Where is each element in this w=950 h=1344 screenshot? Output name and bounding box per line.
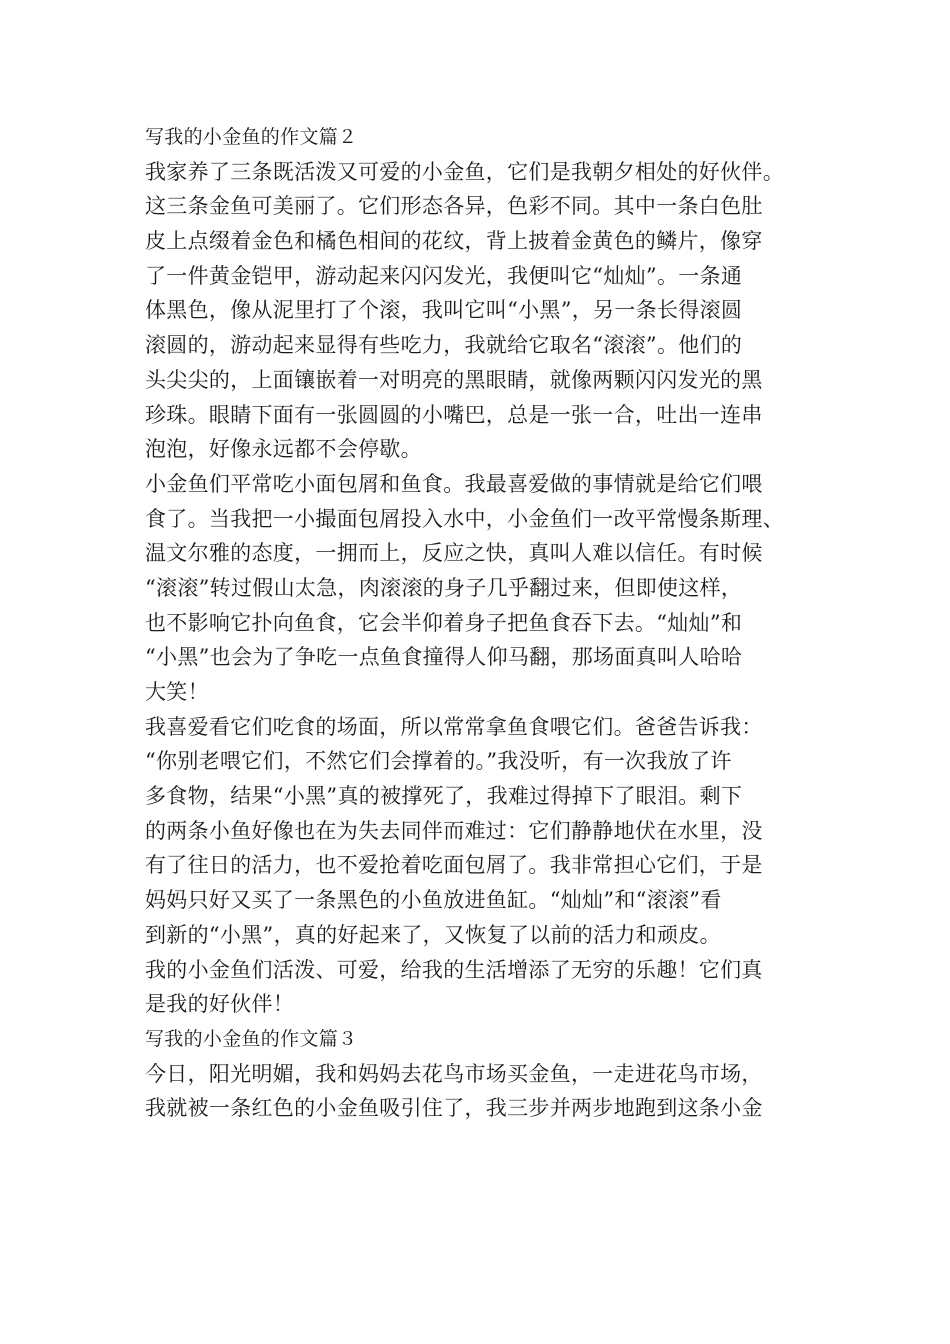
text-line: 到新的“小黑”，真的好起来了，又恢复了以前的活力和顽皮。 [145, 922, 721, 947]
text-line: 了一件黄金铠甲，游动起来闪闪发光，我便叫它“灿灿”。一条通 [145, 263, 743, 288]
text-line: 皮上点缀着金色和橘色相间的花纹，背上披着金黄色的鳞片，像穿 [145, 229, 763, 254]
text-line: 头尖尖的，上面镶嵌着一对明亮的黑眼睛，就像两颗闪闪发光的黑 [145, 367, 763, 392]
text-line: 体黑色，像从泥里打了个滚，我叫它叫“小黑”，另一条长得滚圆 [145, 298, 743, 323]
text-line: 是我的好伙伴！ [145, 992, 295, 1017]
text-line: “小黑”也会为了争吃一点鱼食撞得人仰马翻，那场面真叫人哈哈 [145, 645, 743, 670]
text-line: 小金鱼们平常吃小面包屑和鱼食。我最喜爱做的事情就是给它们喂 [145, 471, 763, 496]
text-line: 今日，阳光明媚，我和妈妈去花鸟市场买金鱼，一走进花鸟市场， [145, 1061, 763, 1086]
text-line: “你别老喂它们，不然它们会撑着的。”我没听，有一次我放了许 [145, 749, 732, 774]
text-line: 大笑！ [145, 680, 209, 704]
text-line: 妈妈只好又买了一条黑色的小鱼放进鱼缸。“灿灿”和“滚滚”看 [145, 888, 722, 913]
text-line: 我喜爱看它们吃食的场面，所以常常拿鱼食喂它们。爸爸告诉我： [145, 714, 763, 739]
section-heading: 写我的小金鱼的作文篇３ [145, 1027, 358, 1050]
text-line: 温文尔雅的态度，一拥而上，反应之快，真叫人难以信任。有时候 [145, 541, 763, 566]
text-line: 也不影响它扑向鱼食，它会半仰着身子把鱼食吞下去。“灿灿”和 [145, 610, 743, 635]
text-line: 多食物，结果“小黑”真的被撑死了，我难过得掉下了眼泪。剩下 [145, 784, 743, 809]
document-body [145, 120, 815, 1126]
text-line: 的两条小鱼好像也在为失去同伴而难过：它们静静地伏在水里，没 [145, 818, 763, 843]
section-heading: 写我的小金鱼的作文篇２ [145, 126, 358, 148]
text-line: 有了往日的活力，也不爱抢着吃面包屑了。我非常担心它们，于是 [145, 853, 763, 878]
text-line: 我的小金鱼们活泼、可爱，给我的生活增添了无穷的乐趣！它们真 [145, 957, 763, 982]
text-line: 珍珠。眼睛下面有一张圆圆的小嘴巴，总是一张一合，吐出一连串 [145, 402, 763, 427]
text-line: 滚圆的，游动起来显得有些吃力，我就给它取名“滚滚”。他们的 [145, 333, 743, 358]
text-line: 食了。当我把一小撮面包屑投入水中，小金鱼们一改平常慢条斯理、 [145, 506, 784, 531]
text-line: “滚滚”转过假山太急，肉滚滚的身子几乎翻过来，但即使这样， [145, 575, 743, 600]
text-line: 我家养了三条既活泼又可爱的小金鱼，它们是我朝夕相处的好伙伴。 [145, 159, 784, 184]
text-line: 泡泡，好像永远都不会停歇。 [145, 437, 422, 462]
text-line: 我就被一条红色的小金鱼吸引住了，我三步并两步地跑到这条小金 [145, 1096, 763, 1121]
text-line: 这三条金鱼可美丽了。它们形态各异，色彩不同。其中一条白色肚 [145, 194, 763, 219]
